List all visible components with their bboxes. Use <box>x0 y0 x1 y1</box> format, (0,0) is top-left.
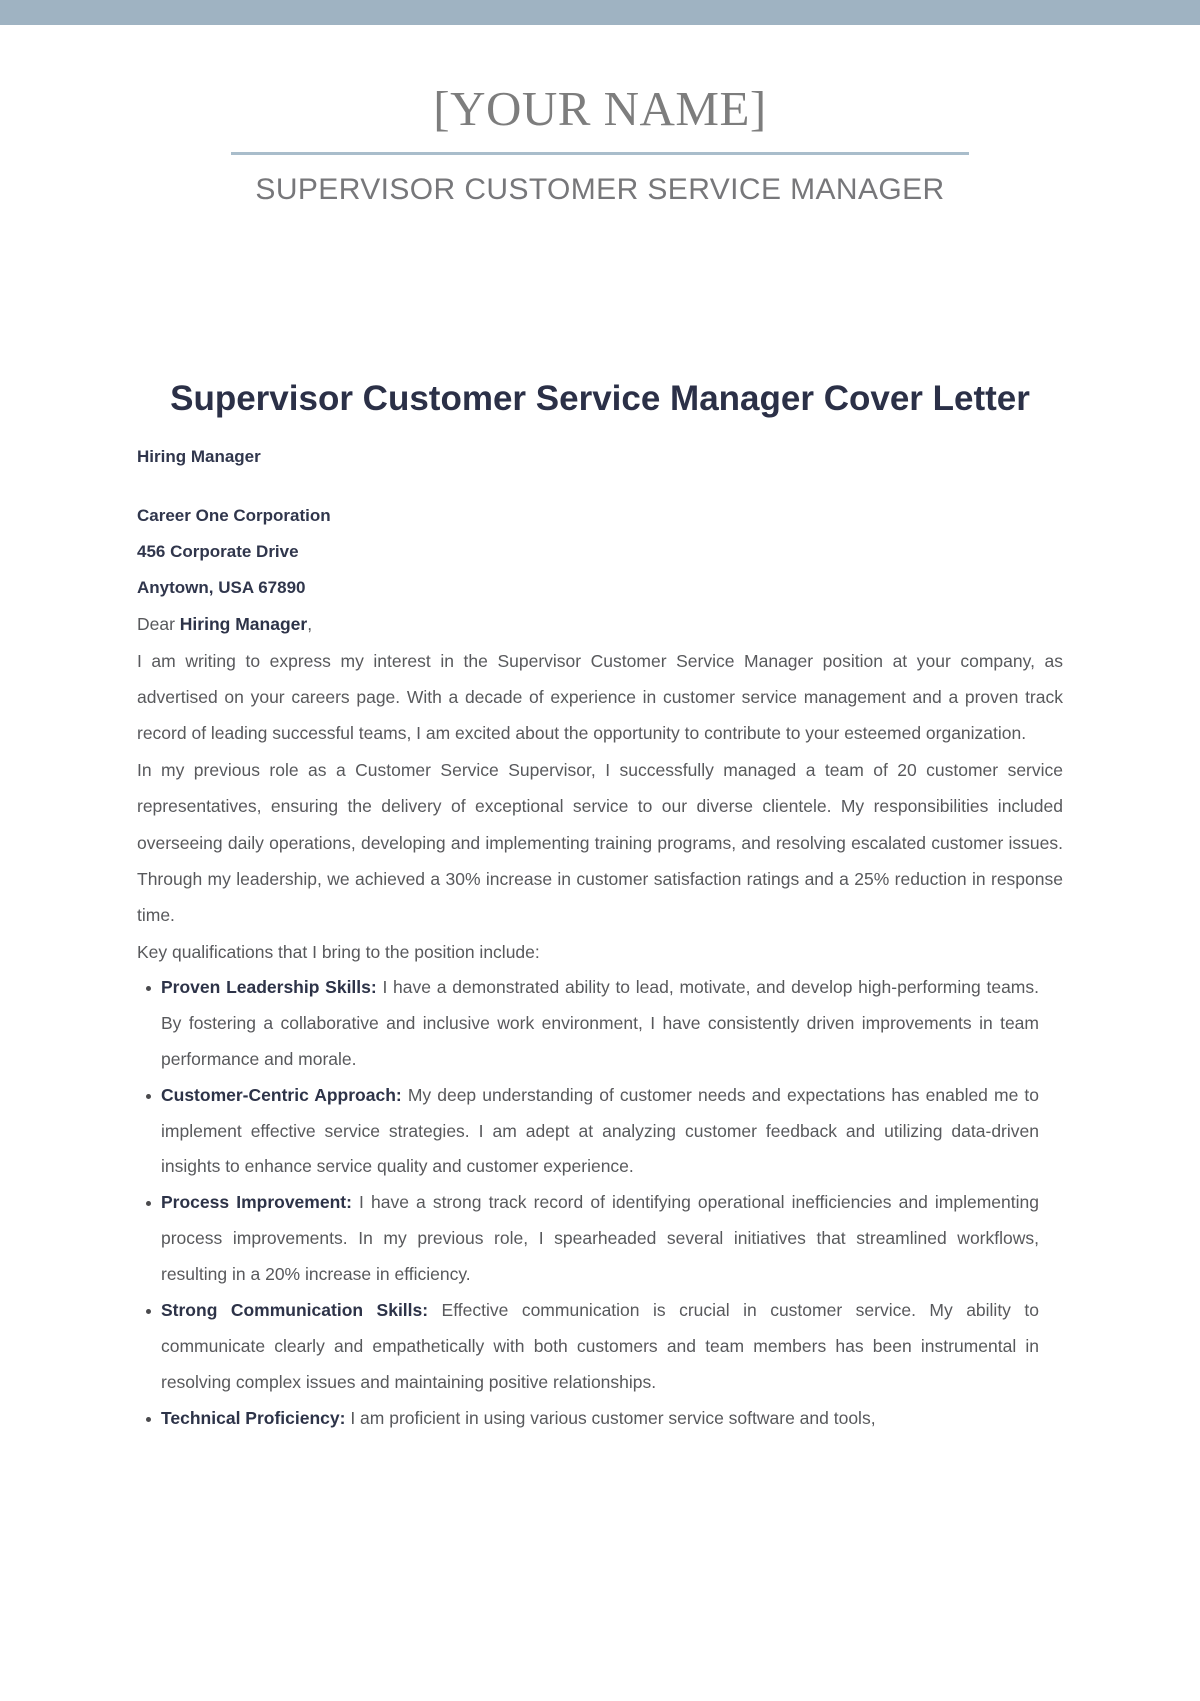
list-item <box>137 1293 1063 1401</box>
qualifications-list <box>137 970 1063 1436</box>
salutation-recipient-name: Hiring Manager <box>179 613 308 634</box>
recipient-address <box>137 498 1063 606</box>
list-item-lead: Process Improvement: <box>161 1192 352 1213</box>
list-item-lead: Strong Communication Skills: <box>161 1299 429 1320</box>
list-item <box>137 1078 1063 1186</box>
address-line: Career One Corporation <box>137 505 331 525</box>
top-accent-bar <box>0 0 1200 25</box>
salutation <box>137 606 1063 643</box>
list-item-lead: Customer-Centric Approach: <box>161 1084 402 1105</box>
address-line: Anytown, USA 67890 <box>137 577 306 597</box>
key-qualifications-intro: Key qualifications that I bring to the position include: <box>137 941 540 962</box>
list-item <box>137 1401 1063 1437</box>
paragraph-experience: In my previous role as a Customer Service Supervisor, I successfully managed a team of 20 customer service representatives, ensuring the delivery of exceptional service to our diverse clientele. My responsibilities included overseeing daily operations, developing and implementing training programs, and resolving escalated customer issues. Through my leadership, we achieved a 30% increase in customer satisfaction ratings and a 25% reduction in response time. <box>137 759 1063 926</box>
letterhead-name: [YOUR NAME] <box>433 81 767 136</box>
paragraph-intro: I am writing to express my interest in the Supervisor Customer Service Manager position at your company, as advertised on your careers page. With a decade of experience in customer service management and a proven track record of leading successful teams, I am excited about the opportunity to contribute to your esteemed organization. <box>137 650 1063 744</box>
letterhead <box>0 25 1200 207</box>
list-item-text: I am proficient in using various customer service software and tools, <box>345 1407 876 1428</box>
list-item-text: I have a demonstrated ability to lead, motivate, and develop high-performing teams. By fostering a collaborative and inclusive work environment, I have consistently driven improvements in team performance and morale. <box>161 977 1039 1069</box>
list-item-lead: Technical Proficiency: <box>161 1407 346 1428</box>
list-item-text: Effective communication is crucial in customer service. My ability to communicate clearly and empathetically with both customers and team members has been instrumental in resolving complex issues and maintaining positive relationships. <box>161 1299 1039 1392</box>
page-title: Supervisor Customer Service Manager Cover Letter <box>170 379 1030 419</box>
salutation-suffix: , <box>307 613 313 634</box>
list-item-text: My deep understanding of customer needs and expectations has enabled me to implement effective service strategies. I am adept at analyzing customer feedback and utilizing data-driven insights to enhance service quality and customer experience. <box>161 1084 1039 1177</box>
salutation-prefix: Dear <box>137 613 180 634</box>
address-line: 456 Corporate Drive <box>137 541 299 561</box>
list-item <box>137 1185 1063 1293</box>
letterhead-role: SUPERVISOR CUSTOMER SERVICE MANAGER <box>255 173 945 207</box>
letter-body <box>137 207 1063 1436</box>
list-item <box>137 970 1063 1078</box>
letterhead-divider <box>231 152 969 155</box>
list-item-text: I have a strong track record of identifying operational inefficiencies and implementing process improvements. In my previous role, I spearheaded several initiatives that streamlined workflows, resulting in a 20% increase in efficiency. <box>161 1192 1039 1285</box>
recipient-title: Hiring Manager <box>137 446 261 466</box>
list-item-lead: Proven Leadership Skills: <box>161 977 377 998</box>
